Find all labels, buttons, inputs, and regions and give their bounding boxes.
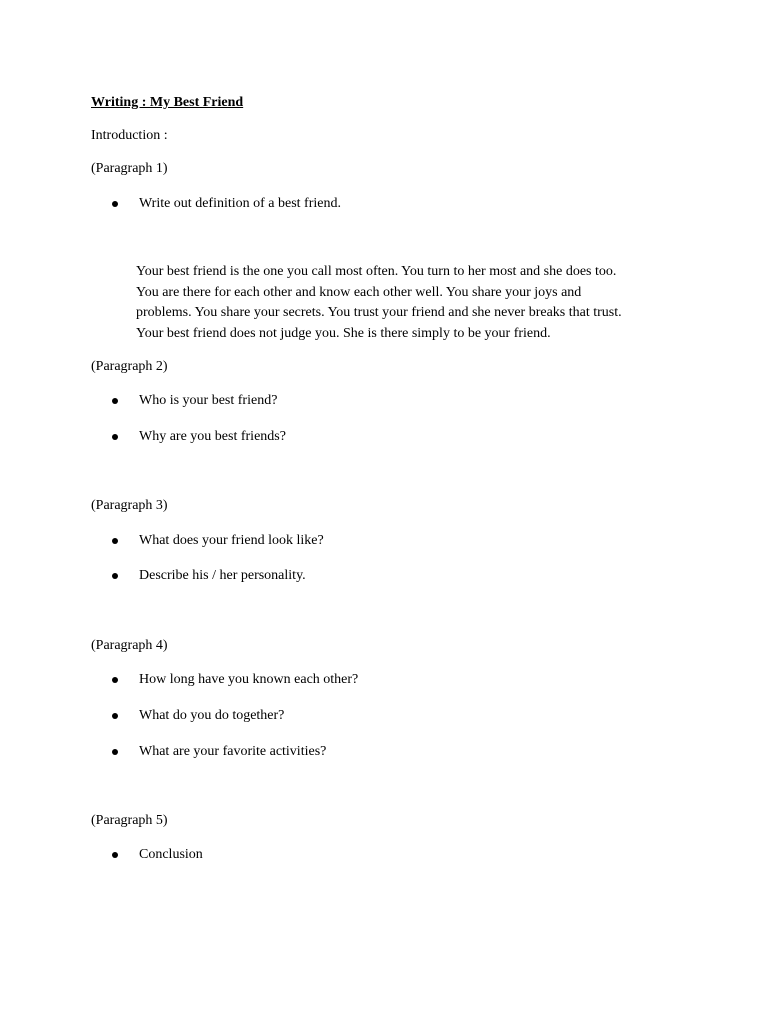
list-item-text: What does your friend look like? [139, 533, 324, 548]
sample-line: You are there for each other and know each other well. You share your joys and [136, 284, 582, 300]
bullet-icon [112, 852, 118, 858]
list-item-text: Conclusion [139, 847, 203, 862]
bullet-icon [112, 713, 118, 719]
list-item-text: Describe his / her personality. [139, 568, 306, 583]
list-item-text: Why are you best friends? [139, 429, 286, 444]
document-title: Writing : My Best Friend [91, 95, 244, 110]
list-item-text: Write out definition of a best friend. [139, 196, 341, 211]
sample-paragraph [136, 262, 676, 344]
section-heading-1: (Paragraph 1) [91, 161, 168, 176]
bullet-icon [112, 201, 118, 207]
section-heading-4: (Paragraph 4) [91, 638, 168, 653]
bullet-icon [112, 573, 118, 579]
section-heading-3: (Paragraph 3) [91, 498, 168, 513]
list-item-text: Who is your best friend? [139, 393, 278, 408]
section-heading-2: (Paragraph 2) [91, 359, 168, 374]
bullet-icon [112, 398, 118, 404]
list-item-text: What are your favorite activities? [139, 744, 327, 759]
bullet-icon [112, 538, 118, 544]
sample-line: Your best friend does not judge you. She is there simply to be your friend. [136, 325, 551, 341]
sample-line: problems. You share your secrets. You trust your friend and she never breaks that trust. [136, 305, 622, 320]
bullet-icon [112, 677, 118, 683]
list-item-text: How long have you known each other? [139, 672, 359, 687]
list-item-text: What do you do together? [139, 708, 285, 723]
section-heading-5: (Paragraph 5) [91, 813, 168, 828]
bullet-icon [112, 434, 118, 440]
bullet-icon [112, 749, 118, 755]
introduction-label: Introduction : [91, 128, 168, 143]
sample-line: Your best friend is the one you call most often. You turn to her most and she does too. [136, 264, 617, 279]
